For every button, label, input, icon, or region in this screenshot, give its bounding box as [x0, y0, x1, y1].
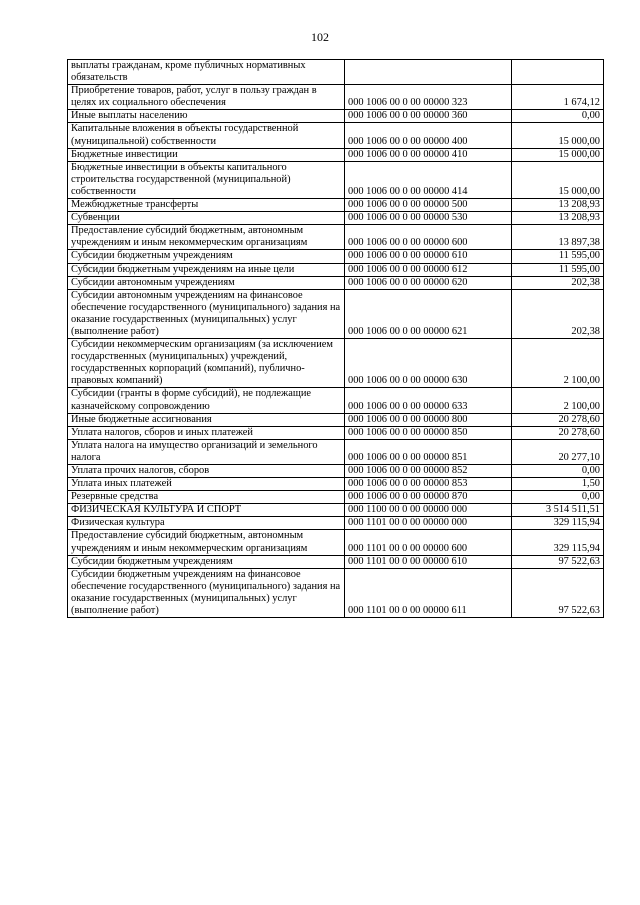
- row-amount-cell: 20 278,60: [512, 413, 604, 426]
- row-code-cell: 000 1006 00 0 00 00000 850: [345, 426, 512, 439]
- row-name-cell: выплаты гражданам, кроме публичных нормативных обязательств: [68, 60, 345, 85]
- row-code-cell: 000 1006 00 0 00 00000 620: [345, 276, 512, 289]
- row-name-cell: Уплата прочих налогов, сборов: [68, 465, 345, 478]
- row-amount-cell: 2 100,00: [512, 339, 604, 388]
- budget-table-body: [68, 60, 604, 618]
- row-code-cell: 000 1101 00 0 00 00000 600: [345, 530, 512, 555]
- row-amount-cell: 15 000,00: [512, 148, 604, 161]
- row-amount-cell: 0,00: [512, 465, 604, 478]
- table-row: [68, 388, 604, 413]
- table-row: [68, 465, 604, 478]
- row-amount-cell: 97 522,63: [512, 568, 604, 617]
- table-row: [68, 60, 604, 85]
- row-amount-cell: 13 208,93: [512, 212, 604, 225]
- row-amount-cell: 15 000,00: [512, 123, 604, 148]
- row-code-cell: 000 1006 00 0 00 00000 633: [345, 388, 512, 413]
- table-row: [68, 276, 604, 289]
- table-row: [68, 555, 604, 568]
- table-row: [68, 426, 604, 439]
- row-code-cell: 000 1006 00 0 00 00000 851: [345, 439, 512, 464]
- table-row: [68, 110, 604, 123]
- table-row: [68, 439, 604, 464]
- row-code-cell: 000 1006 00 0 00 00000 610: [345, 250, 512, 263]
- row-amount-cell: 0,00: [512, 110, 604, 123]
- row-code-cell: 000 1006 00 0 00 00000 621: [345, 289, 512, 338]
- row-name-cell: Бюджетные инвестиции в объекты капитального строительства государственной (муниципальной) собственности: [68, 161, 345, 198]
- row-code-cell: 000 1006 00 0 00 00000 870: [345, 491, 512, 504]
- row-code-cell: 000 1006 00 0 00 00000 800: [345, 413, 512, 426]
- row-amount-cell: 13 208,93: [512, 199, 604, 212]
- table-row: [68, 250, 604, 263]
- row-name-cell: Субсидии некоммерческим организациям (за исключением государственных (муниципальных) учреждений, государственных корпораций (компаний), публично-правовых компаний): [68, 339, 345, 388]
- row-name-cell: Предоставление субсидий бюджетным, автономным учреждениям и иным некоммерческим организациям: [68, 225, 345, 250]
- row-amount-cell: 202,38: [512, 276, 604, 289]
- row-amount-cell: 20 277,10: [512, 439, 604, 464]
- row-name-cell: Резервные средства: [68, 491, 345, 504]
- page-number: 102: [311, 30, 329, 44]
- row-amount-cell: 3 514 511,51: [512, 504, 604, 517]
- table-row: [68, 123, 604, 148]
- table-row: [68, 263, 604, 276]
- row-name-cell: Капитальные вложения в объекты государственной (муниципальной) собственности: [68, 123, 345, 148]
- table-row: [68, 212, 604, 225]
- row-code-cell: 000 1006 00 0 00 00000 414: [345, 161, 512, 198]
- row-amount-cell: 2 100,00: [512, 388, 604, 413]
- row-code-cell: 000 1101 00 0 00 00000 611: [345, 568, 512, 617]
- table-row: [68, 413, 604, 426]
- row-code-cell: 000 1006 00 0 00 00000 500: [345, 199, 512, 212]
- row-amount-cell: 329 115,94: [512, 530, 604, 555]
- row-code-cell: 000 1006 00 0 00 00000 600: [345, 225, 512, 250]
- budget-table: [67, 59, 604, 618]
- row-name-cell: Субсидии бюджетным учреждениям на финансовое обеспечение государственного (муниципального) задания на оказание государственных (муниципальных) услуг (выполнение работ): [68, 568, 345, 617]
- row-code-cell: 000 1006 00 0 00 00000 612: [345, 263, 512, 276]
- row-name-cell: ФИЗИЧЕСКАЯ КУЛЬТУРА И СПОРТ: [68, 504, 345, 517]
- row-amount-cell: 1 674,12: [512, 85, 604, 110]
- table-row: [68, 148, 604, 161]
- row-amount-cell: 11 595,00: [512, 263, 604, 276]
- row-code-cell: 000 1101 00 0 00 00000 000: [345, 517, 512, 530]
- row-code-cell: 000 1006 00 0 00 00000 323: [345, 85, 512, 110]
- row-name-cell: Физическая культура: [68, 517, 345, 530]
- row-code-cell: 000 1006 00 0 00 00000 630: [345, 339, 512, 388]
- row-name-cell: Межбюджетные трансферты: [68, 199, 345, 212]
- row-amount-cell: 329 115,94: [512, 517, 604, 530]
- row-amount-cell: 0,00: [512, 491, 604, 504]
- row-name-cell: Субсидии бюджетным учреждениям: [68, 250, 345, 263]
- row-name-cell: Бюджетные инвестиции: [68, 148, 345, 161]
- row-amount-cell: 202,38: [512, 289, 604, 338]
- row-name-cell: Иные выплаты населению: [68, 110, 345, 123]
- row-name-cell: Субсидии бюджетным учреждениям: [68, 555, 345, 568]
- row-amount-cell: 97 522,63: [512, 555, 604, 568]
- row-name-cell: Уплата налога на имущество организаций и земельного налога: [68, 439, 345, 464]
- row-name-cell: Уплата иных платежей: [68, 478, 345, 491]
- row-amount-cell: 20 278,60: [512, 426, 604, 439]
- row-amount-cell: 13 897,38: [512, 225, 604, 250]
- row-name-cell: Иные бюджетные ассигнования: [68, 413, 345, 426]
- row-amount-cell: 1,50: [512, 478, 604, 491]
- table-row: [68, 199, 604, 212]
- table-row: [68, 491, 604, 504]
- table-row: [68, 504, 604, 517]
- row-code-cell: 000 1101 00 0 00 00000 610: [345, 555, 512, 568]
- table-row: [68, 478, 604, 491]
- row-amount-cell: 11 595,00: [512, 250, 604, 263]
- row-code-cell: 000 1006 00 0 00 00000 410: [345, 148, 512, 161]
- row-amount-cell: 15 000,00: [512, 161, 604, 198]
- row-code-cell: 000 1006 00 0 00 00000 360: [345, 110, 512, 123]
- row-name-cell: Субсидии (гранты в форме субсидий), не подлежащие казначейскому сопровождению: [68, 388, 345, 413]
- row-amount-cell: [512, 60, 604, 85]
- row-name-cell: Субвенции: [68, 212, 345, 225]
- row-code-cell: 000 1100 00 0 00 00000 000: [345, 504, 512, 517]
- table-row: [68, 161, 604, 198]
- table-row: [68, 225, 604, 250]
- row-name-cell: Субсидии автономным учреждениям: [68, 276, 345, 289]
- row-code-cell: [345, 60, 512, 85]
- row-name-cell: Приобретение товаров, работ, услуг в пользу граждан в целях их социального обеспечения: [68, 85, 345, 110]
- table-row: [68, 517, 604, 530]
- row-name-cell: Субсидии автономным учреждениям на финансовое обеспечение государственного (муниципального) задания на оказание государственных (муниципальных) услуг (выполнение работ): [68, 289, 345, 338]
- table-row: [68, 568, 604, 617]
- row-code-cell: 000 1006 00 0 00 00000 530: [345, 212, 512, 225]
- table-row: [68, 339, 604, 388]
- table-row: [68, 530, 604, 555]
- row-code-cell: 000 1006 00 0 00 00000 400: [345, 123, 512, 148]
- row-code-cell: 000 1006 00 0 00 00000 853: [345, 478, 512, 491]
- row-code-cell: 000 1006 00 0 00 00000 852: [345, 465, 512, 478]
- row-name-cell: Предоставление субсидий бюджетным, автономным учреждениям и иным некоммерческим организациям: [68, 530, 345, 555]
- table-row: [68, 289, 604, 338]
- table-row: [68, 85, 604, 110]
- row-name-cell: Уплата налогов, сборов и иных платежей: [68, 426, 345, 439]
- row-name-cell: Субсидии бюджетным учреждениям на иные цели: [68, 263, 345, 276]
